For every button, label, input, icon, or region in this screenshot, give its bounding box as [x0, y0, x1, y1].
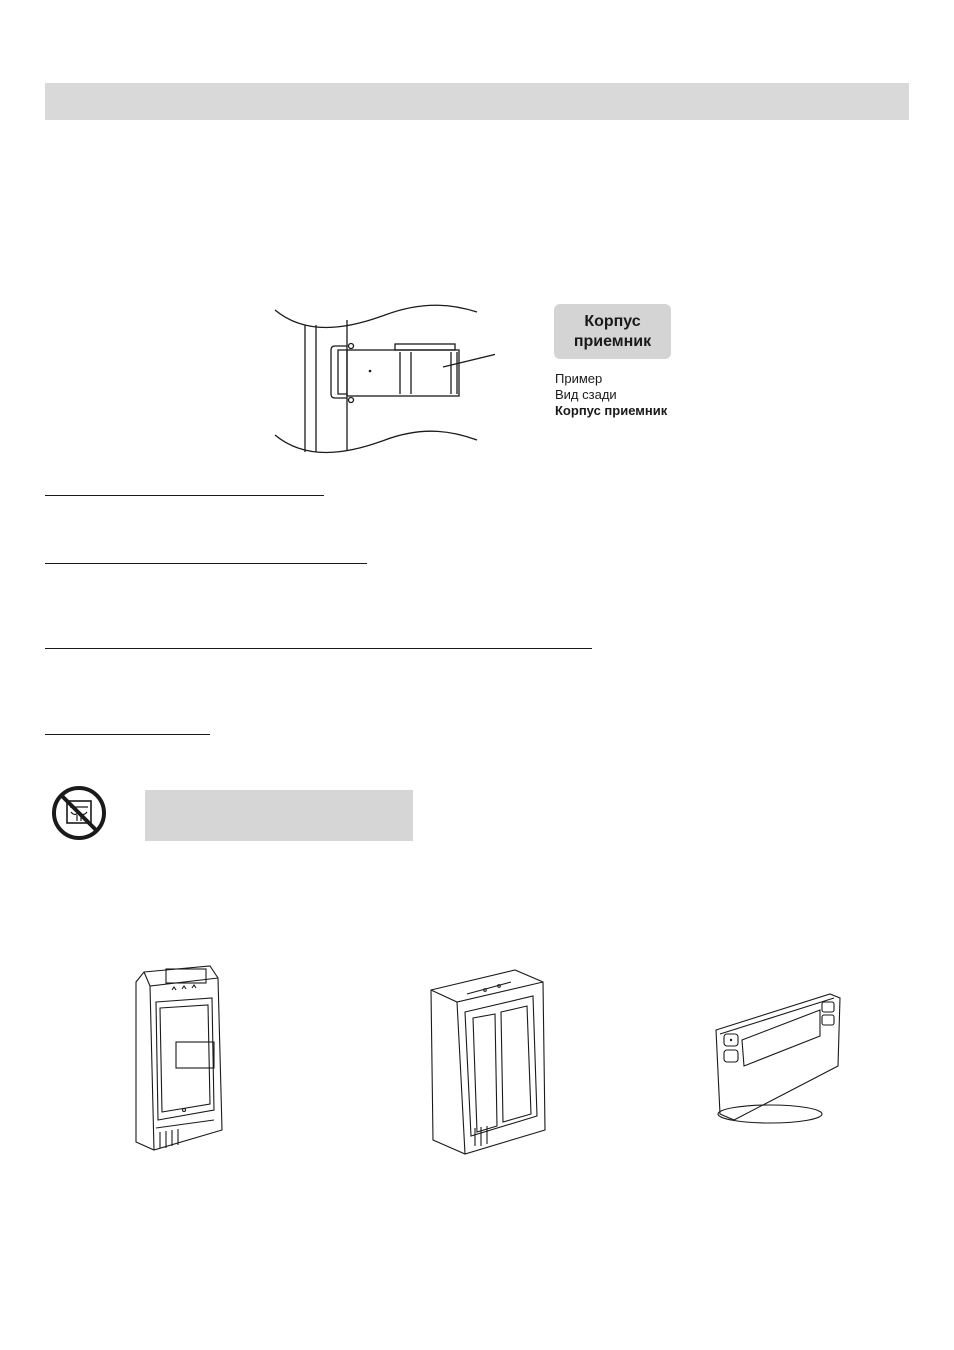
caption-line-1: Пример [555, 371, 603, 386]
callout-line-1: Корпус [584, 312, 641, 330]
section-rule [45, 495, 324, 496]
section-rule [45, 563, 367, 564]
diagram-caption [555, 371, 667, 419]
no-wash-prohibited-icon [51, 785, 107, 841]
caption-line-2: Вид сзади [555, 387, 617, 402]
caption-line-3: Корпус приемник [555, 403, 668, 418]
callout-label [554, 304, 671, 359]
warning-band [145, 790, 413, 841]
receiver-housing-double-icon [425, 960, 550, 1160]
receiver-housing-icon [132, 960, 232, 1155]
room-thermostat-icon [710, 990, 850, 1125]
section-rule [45, 648, 592, 649]
section-rule [45, 734, 210, 735]
header-band [45, 83, 909, 120]
installation-diagram [265, 290, 495, 460]
callout-line-2: приемник [573, 332, 652, 350]
